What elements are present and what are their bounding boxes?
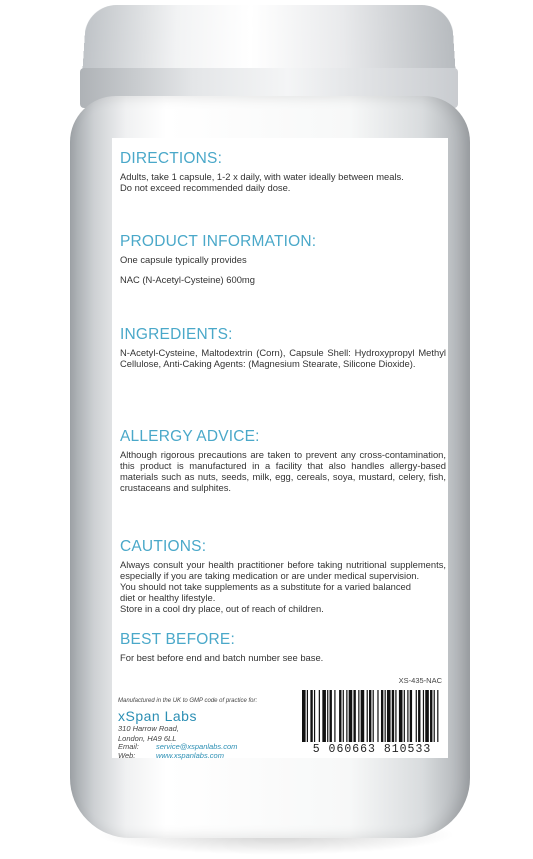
email-value: service@xspanlabs.com <box>156 742 238 751</box>
barcode-bar <box>410 690 412 742</box>
cautions-text-1: Always consult your health practitioner before taking nutritional supplements, especially if you are taking medication or are under medical supervision. <box>120 559 446 581</box>
barcode-bar <box>319 690 320 742</box>
best-before-heading: BEST BEFORE: <box>120 631 235 648</box>
barcode-bars <box>298 690 446 742</box>
barcode-bar <box>314 690 315 742</box>
barcode-bar <box>310 690 312 742</box>
barcode-bar <box>367 690 368 742</box>
barcode-bar <box>346 690 347 742</box>
barcode-bar <box>392 690 394 742</box>
product-information-heading: PRODUCT INFORMATION: <box>120 233 317 250</box>
barcode-bar <box>423 690 424 742</box>
cautions-text-2: You should not take supplements as a substitute for a varied balanced <box>120 581 411 592</box>
barcode-bar <box>399 690 403 742</box>
web-value: www.xspanlabs.com <box>156 750 224 760</box>
product-information-line-1: One capsule typically provides <box>120 254 247 265</box>
barcode <box>298 690 446 756</box>
allergy-text: Although rigorous precautions are taken to prevent any cross-contamination, this product is manufactured in a facility that also handles allergy-based materials such as nuts, seeds, milk, egg, cereals, soya, mustard, celery, fish, crustaceans and sulphites. <box>120 449 446 493</box>
barcode-bar <box>349 690 353 742</box>
barcode-bar <box>385 690 386 742</box>
barcode-bar <box>377 690 378 742</box>
product-label <box>112 138 448 758</box>
directions-section <box>120 150 446 193</box>
ingredients-text: N-Acetyl-Cysteine, Maltodextrin (Corn), Capsule Shell: Hydroxypropyl Methyl Cellulose, Anti-Caking Agents: (Magnesium Stearate, Silicone Dioxide). <box>120 347 446 369</box>
manufacturer-note: Manufactured in the UK to GMP code of practice for: <box>118 698 258 704</box>
barcode-bar <box>416 690 417 742</box>
barcode-bar <box>343 690 344 742</box>
directions-line-2: Do not exceed recommended daily dose. <box>120 182 291 193</box>
directions-heading: DIRECTIONS: <box>120 150 223 167</box>
barcode-bar <box>358 690 359 742</box>
barcode-bar <box>404 690 405 742</box>
barcode-bar <box>369 690 371 742</box>
barcode-bar <box>327 690 328 742</box>
allergy-heading: ALLERGY ADVICE: <box>120 428 260 445</box>
address-line-1: 310 Harrow Road, <box>118 724 179 733</box>
barcode-bar <box>437 690 438 742</box>
barcode-bar <box>418 690 420 742</box>
web-row <box>118 752 288 761</box>
cautions-text-3: diet or healthy lifestyle. <box>120 592 216 603</box>
product-code: XS-435-NAC <box>398 676 442 685</box>
web-label: Web: <box>118 750 136 760</box>
directions-line-1: Adults, take 1 capsule, 1-2 x daily, with water ideally between meals. <box>120 171 404 182</box>
barcode-number: 5 060663 810533 <box>312 743 432 756</box>
barcode-bar <box>339 690 341 742</box>
cautions-text-4: Store in a cool dry place, out of reach of children. <box>120 603 324 614</box>
email-label: Email: <box>118 742 139 751</box>
address-line-2: London, HA9 6LL <box>118 733 177 743</box>
ingredients-section <box>120 326 446 369</box>
barcode-bar <box>353 690 355 742</box>
barcode-bar <box>381 690 383 742</box>
barcode-bar <box>307 690 308 742</box>
brand-logo: xSpan Labs <box>118 708 197 724</box>
barcode-bar <box>330 690 332 742</box>
barcode-bar <box>407 690 408 742</box>
best-before-text: For best before end and batch number see base. <box>120 652 324 663</box>
barcode-bar <box>334 690 335 742</box>
manufacturer-block <box>118 698 288 760</box>
barcode-bar <box>425 690 429 742</box>
cautions-section <box>120 538 446 614</box>
barcode-bar <box>387 690 391 742</box>
barcode-bar <box>395 690 396 742</box>
allergy-section <box>120 428 446 493</box>
barcode-bar <box>322 690 326 742</box>
ingredients-heading: INGREDIENTS: <box>120 326 233 343</box>
barcode-bar <box>373 690 374 742</box>
product-information-section <box>120 233 446 285</box>
barcode-bar <box>430 690 432 742</box>
cautions-heading: CAUTIONS: <box>120 538 207 555</box>
barcode-bar <box>302 690 306 742</box>
product-information-line-2: NAC (N-Acetyl-Cysteine) 600mg <box>120 274 255 285</box>
best-before-section <box>120 631 446 663</box>
barcode-bar <box>434 690 435 742</box>
barcode-bar <box>361 690 365 742</box>
